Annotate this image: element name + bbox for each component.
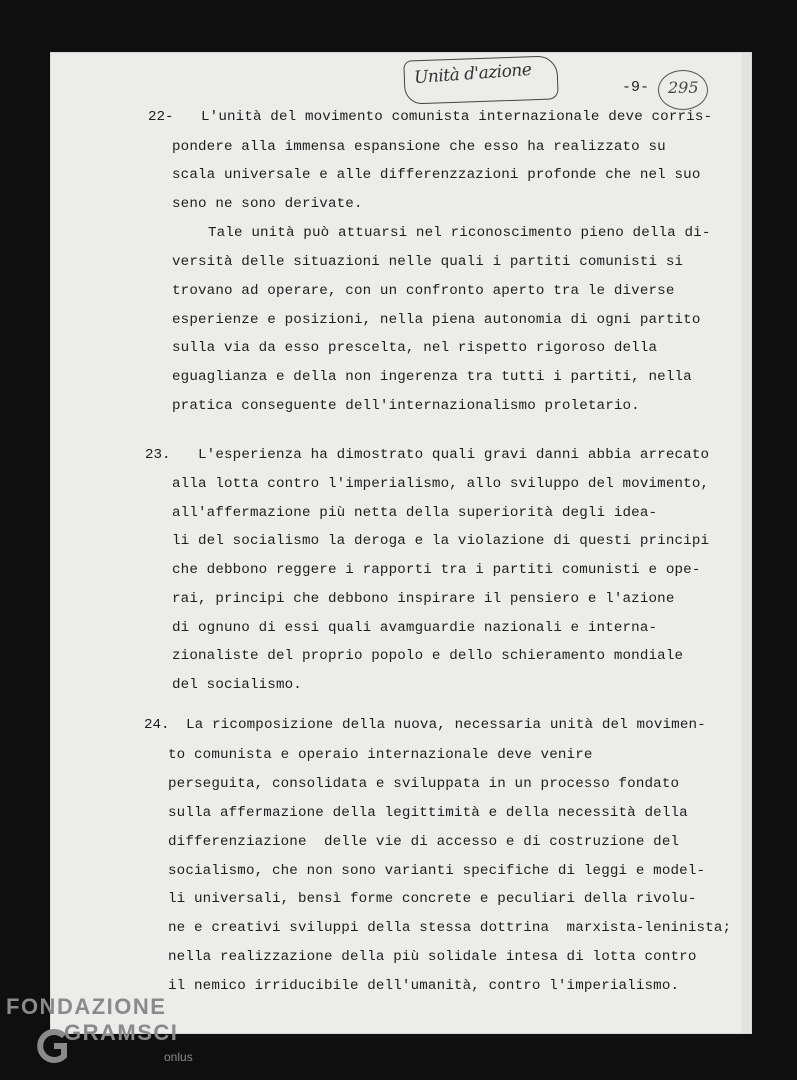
text-line: che debbono reggere i rapporti tra i partiti comunisti e ope- <box>172 562 701 578</box>
text-line: trovano ad operare, con un confronto aperto tra le diverse <box>172 283 675 299</box>
text-line: del socialismo. <box>172 677 302 693</box>
logo-text-line1: FONDAZIONE <box>6 994 167 1019</box>
text-line: all'affermazione più netta della superiorità degli idea- <box>172 505 658 521</box>
text-line: sulla affermazione della legittimità e della necessità della <box>168 805 688 821</box>
text-line: L'esperienza ha dimostrato quali gravi danni abbia arrecato <box>198 447 710 463</box>
text-line: perseguita, consolidata e sviluppata in un processo fondato <box>168 776 680 792</box>
text-line: scala universale e alle differenzzazioni profonde che nel suo <box>172 167 701 183</box>
paragraph-number: 23. <box>145 447 171 463</box>
gramsci-g-icon <box>34 1018 68 1070</box>
text-line: il nemico irriducibile dell'umanità, contro l'imperialismo. <box>168 978 680 994</box>
text-line: seno ne sono derivate. <box>172 196 363 212</box>
text-line: zionaliste del proprio popolo e dello schieramento mondiale <box>172 648 684 664</box>
text-line: pratica conseguente dell'internazionalismo proletario. <box>172 398 640 414</box>
text-line: nella realizzazione della più solidale intesa di lotta contro <box>168 949 697 965</box>
paragraph-number: 24. <box>144 717 170 733</box>
text-line: li del socialismo la deroga e la violazione di questi principi <box>172 533 710 549</box>
text-line: La ricomposizione della nuova, necessaria unità del movimen- <box>186 717 706 733</box>
text-line: socialismo, che non sono varianti specifiche di leggi e model- <box>168 863 706 879</box>
text-line: Tale unità può attuarsi nel riconoscimento pieno della di- <box>208 225 711 241</box>
fondazione-gramsci-logo <box>6 994 206 1074</box>
text-line: ne e creativi sviluppi della stessa dottrina marxista-leninista; <box>168 920 732 936</box>
logo-text-line2: GRAMSCI <box>64 1020 179 1045</box>
text-line: to comunista e operaio internazionale deve venire <box>168 747 593 763</box>
text-line: L'unità del movimento comunista internazionale deve corris- <box>201 109 713 125</box>
text-line: versità delle situazioni nelle quali i partiti comunisti si <box>172 254 684 270</box>
text-line: rai, principi che debbono inspirare il pensiero e l'azione <box>172 591 675 607</box>
text-line: sulla via da esso prescelta, nel rispetto rigoroso della <box>172 340 658 356</box>
text-line: alla lotta contro l'imperialismo, allo sviluppo del movimento, <box>172 476 710 492</box>
paragraph-number: 22- <box>148 109 174 125</box>
text-line: li universali, bensì forme concrete e peculiari della rivolu- <box>168 891 697 907</box>
page-number: -9- <box>622 79 650 96</box>
text-line: di ognuno di essi quali avamguardie nazionali e interna- <box>172 620 658 636</box>
page-edge <box>742 53 751 1033</box>
text-line: esperienze e posizioni, nella piena autonomia di ogni partito <box>172 312 701 328</box>
text-line: eguaglianza e della non ingerenza tra tutti i partiti, nella <box>172 369 692 385</box>
logo-suffix: onlus <box>164 1050 193 1064</box>
folio-number: 295 <box>668 78 699 97</box>
text-line: differenziazione delle vie di accesso e di costruzione del <box>168 834 680 850</box>
handwritten-note: Unità d'azione <box>413 59 532 89</box>
text-line: pondere alla immensa espansione che esso ha realizzato su <box>172 139 666 155</box>
